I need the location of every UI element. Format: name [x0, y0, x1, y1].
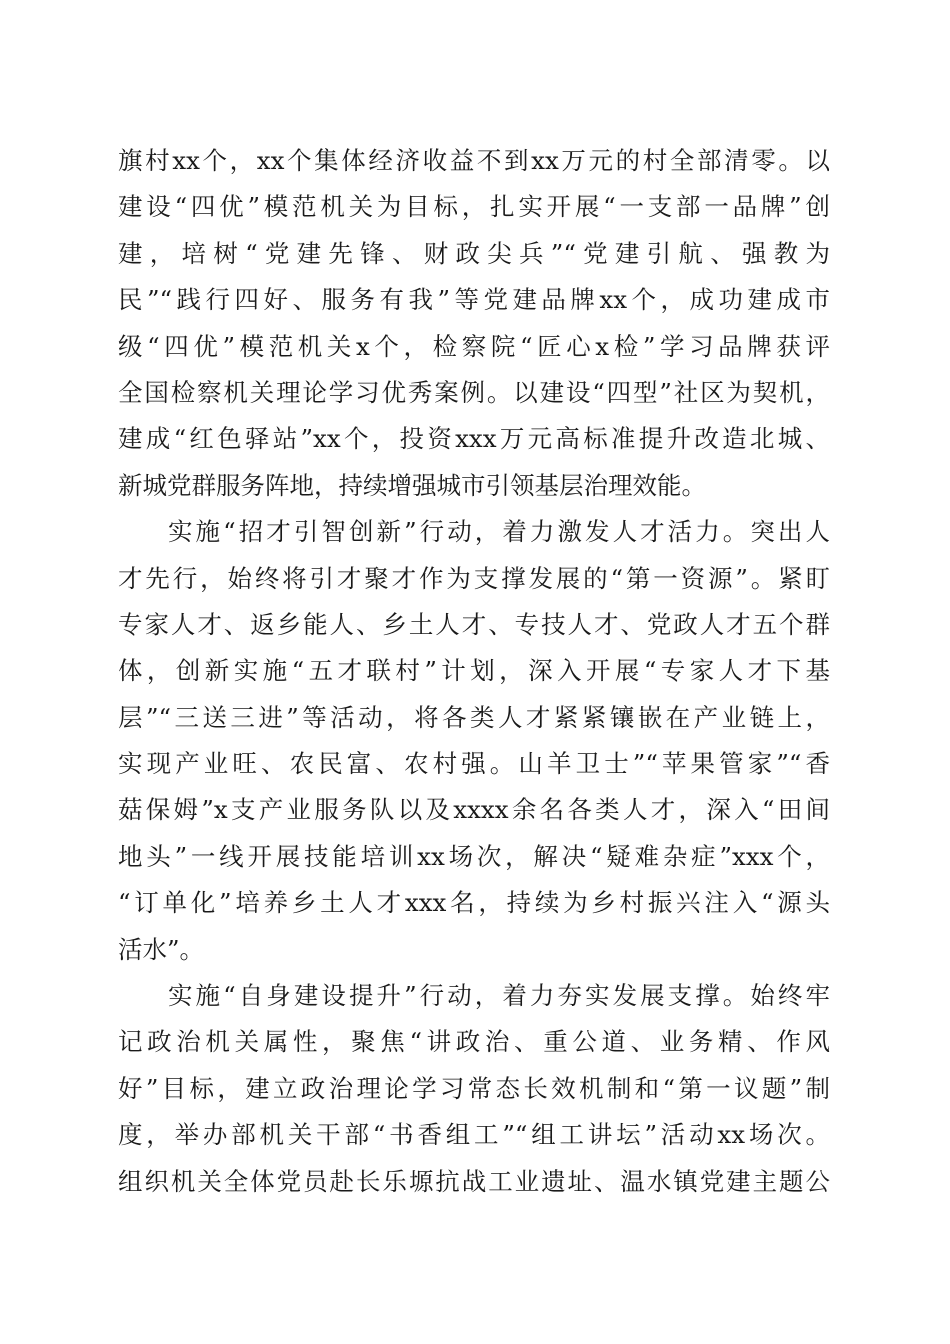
text-line: 才先行，始终将引才聚才作为支撑发展的“第一资源”。紧盯 — [118, 563, 830, 593]
text-line: 民”“践行四好、服务有我”等党建品牌xx个，成功建成市 — [118, 285, 830, 315]
text-line: 专家人才、返乡能人、乡土人才、专技人才、党政人才五个群 — [118, 609, 830, 639]
text-line: 建设“四优”模范机关为目标，扎实开展“一支部一品牌”创 — [118, 192, 830, 222]
text-line: 记政治机关属性，聚焦“讲政治、重公道、业务精、作风 — [118, 1027, 830, 1057]
text-line: 新城党群服务阵地，持续增强城市引领基层治理效能。 — [118, 470, 706, 500]
text-line: 度，举办部机关干部“书香组工”“组工讲坛”活动xx场次。 — [118, 1120, 830, 1150]
text-line: 层”“三送三进”等活动，将各类人才紧紧镶嵌在产业链上， — [118, 702, 830, 732]
text-line: 活水”。 — [118, 934, 205, 964]
text-line: 实现产业旺、农民富、农村强。山羊卫士”“苹果管家”“香 — [118, 749, 830, 779]
text-line: 好”目标，建立政治理论学习常态长效机制和“第一议题”制 — [118, 1073, 830, 1103]
text-line: 体，创新实施“五才联村”计划，深入开展“专家人才下基 — [118, 656, 830, 686]
body-text — [118, 138, 830, 1205]
text-line: 实施“招才引智创新”行动，着力激发人才活力。突出人 — [168, 517, 830, 547]
text-line: 级“四优”模范机关x个，检察院“匠心x检”学习品牌获评 — [118, 331, 830, 361]
text-line: 实施“自身建设提升”行动，着力夯实发展支撑。始终牢 — [168, 981, 830, 1011]
text-line: 地头”一线开展技能培训xx场次，解决“疑难杂症”xxx个， — [118, 841, 830, 871]
text-line: 菇保姆”x支产业服务队以及xxxx余名各类人才，深入“田间 — [118, 795, 830, 825]
text-line: 组织机关全体党员赴长乐塬抗战工业遗址、温水镇党建主题公 — [118, 1166, 830, 1196]
text-line: 全国检察机关理论学习优秀案例。以建设“四型”社区为契机， — [118, 377, 830, 407]
text-line: 建，培树“党建先锋、财政尖兵”“党建引航、强教为 — [118, 238, 830, 268]
text-line: 旗村xx个，xx个集体经济收益不到xx万元的村全部清零。以 — [118, 146, 830, 175]
text-line: “订单化”培养乡土人才xxx名，持续为乡村振兴注入“源头 — [118, 888, 830, 918]
text-line: 建成“红色驿站”xx个，投资xxx万元高标准提升改造北城、 — [118, 424, 830, 454]
